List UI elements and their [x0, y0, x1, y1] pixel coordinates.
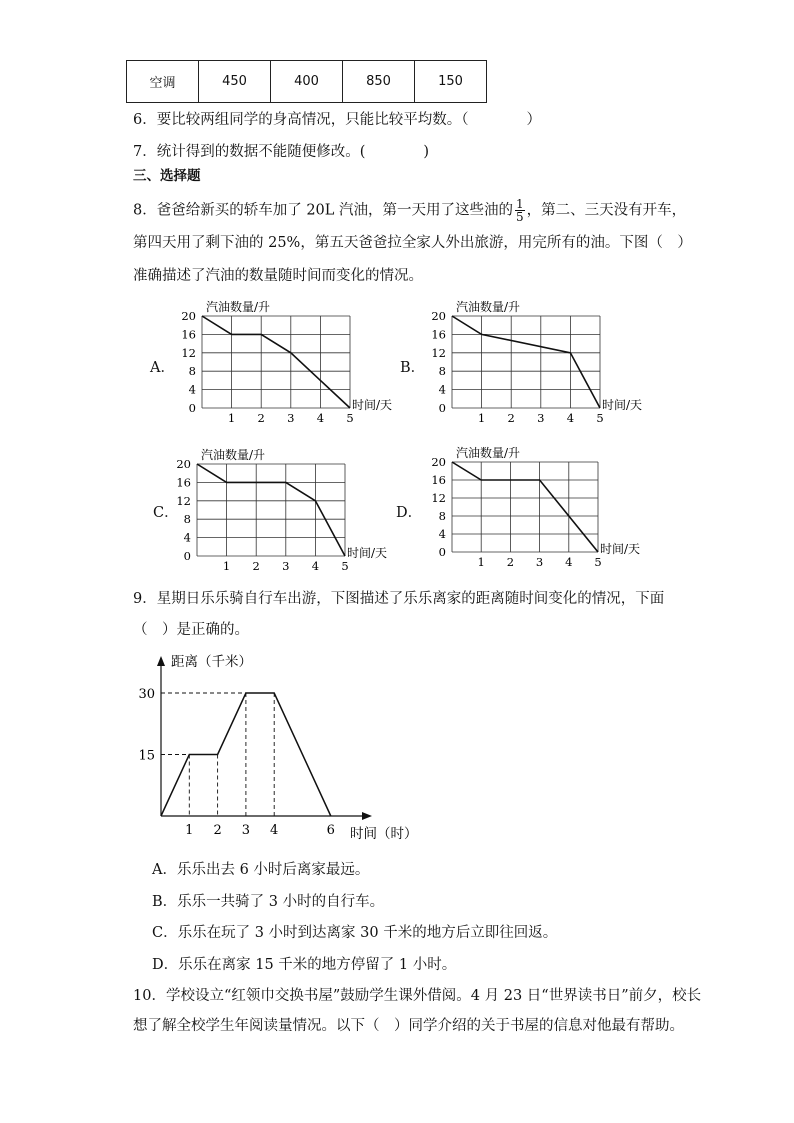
x-tick-label: 4: [311, 559, 320, 573]
y-tick-label: 8: [183, 512, 191, 527]
y-tick-label: 16: [176, 475, 191, 490]
y-tick-label: 20: [176, 457, 191, 471]
y-tick-label: 0: [188, 401, 196, 415]
x-tick-label: 3: [241, 823, 251, 838]
x-tick-label: 2: [506, 555, 515, 569]
x-tick-label: 1: [227, 411, 236, 425]
y-tick-label: 0: [438, 401, 446, 415]
y-tick-label: 12: [431, 345, 446, 360]
y-tick-label: 12: [176, 493, 191, 508]
x-axis-title: 时间/天: [600, 542, 641, 556]
question-8-text: 8．爸爸给新买的轿车加了 20L 汽油，第一天用了这些油的: [133, 202, 514, 219]
question-9-line1: 9．星期日乐乐骑自行车出游，下图描述了乐乐离家的距离随时间变化的情况，下面: [133, 591, 665, 607]
x-tick-label: 1: [477, 411, 486, 425]
y-tick-label: 4: [438, 527, 446, 541]
y-axis-arrow: [157, 656, 165, 666]
y-tick-label: 15: [138, 748, 155, 764]
x-tick-label: 5: [346, 411, 354, 425]
chart-option-d: D．: [396, 505, 423, 521]
y-tick-label: 20: [431, 455, 446, 469]
question-9-line2: （ ）是正确的。: [133, 622, 249, 638]
x-tick-label: 6: [326, 823, 335, 838]
y-tick-label: 20: [181, 309, 196, 323]
x-tick-label: 1: [222, 559, 231, 573]
x-axis-title: 时间/天: [602, 398, 643, 412]
x-tick-label: 1: [477, 555, 485, 569]
question-6: 6．要比较两组同学的身高情况，只能比较平均数。（ ）: [133, 112, 541, 128]
question-7: 7．统计得到的数据不能随便修改。( ): [133, 144, 430, 160]
y-axis-title: 距离（千米）: [171, 654, 252, 670]
section-heading: 三、选择题: [133, 168, 201, 184]
y-axis-title: 汽油数量/升: [456, 300, 521, 314]
x-tick-label: 4: [566, 411, 575, 425]
x-tick-label: 3: [282, 559, 290, 573]
y-axis-title: 汽油数量/升: [201, 448, 266, 462]
table-cell: 850: [343, 61, 415, 103]
x-tick-label: 4: [565, 555, 573, 569]
x-tick-label: 2: [213, 823, 222, 838]
x-axis-title: 时间/天: [347, 546, 388, 560]
option-d: D．乐乐在离家 15 千米的地方停留了 1 小时。: [152, 957, 457, 973]
x-tick-label: 2: [507, 411, 515, 425]
y-axis-title: 汽油数量/升: [206, 300, 271, 314]
question-10-line2: 想了解全校学生年阅读量情况。以下（ ）同学介绍的关于书屋的信息对他最有帮助。: [133, 1018, 684, 1034]
x-tick-label: 5: [341, 559, 349, 573]
x-tick-label: 2: [257, 411, 265, 425]
y-tick-label: 0: [438, 545, 446, 559]
x-tick-label: 3: [535, 555, 544, 569]
y-tick-label: 4: [183, 530, 191, 545]
y-tick-label: 4: [438, 382, 446, 397]
x-axis-title: 时间（时）: [350, 826, 418, 842]
option-a: A．乐乐出去 6 小时后离家最远。: [152, 862, 370, 878]
option-c: C．乐乐在玩了 3 小时到达离家 30 千米的地方后立即往回返。: [152, 925, 558, 941]
chart-option-c: C．: [153, 505, 179, 521]
fraction-denominator: 5: [516, 210, 524, 224]
option-b: B．乐乐一共骑了 3 小时的自行车。: [152, 894, 385, 910]
x-tick-label: 3: [287, 411, 295, 425]
table-cell: 150: [415, 61, 487, 103]
y-tick-label: 20: [431, 309, 446, 323]
x-tick-label: 2: [252, 559, 260, 573]
y-tick-label: 12: [431, 491, 446, 505]
question-8-text: ，第二、三天没有开车，: [526, 202, 687, 219]
table-cell: 450: [199, 61, 271, 103]
y-tick-label: 16: [431, 473, 446, 487]
question-10-line1: 10．学校设立“红领巾交换书屋”鼓励学生课外借阅。4 月 23 日“世界读书日”前夕，校长: [133, 988, 702, 1004]
x-tick-label: 4: [270, 823, 279, 838]
x-tick-label: 5: [596, 411, 604, 425]
y-tick-label: 4: [188, 382, 196, 397]
chart-option-a: A．: [150, 360, 175, 376]
x-tick-label: 1: [185, 823, 194, 838]
y-tick-label: 8: [438, 364, 446, 379]
y-tick-label: 16: [181, 327, 196, 342]
chart-option-b: B．: [400, 360, 426, 376]
y-tick-label: 8: [438, 509, 446, 523]
x-tick-label: 4: [316, 411, 325, 425]
distance-line: [161, 693, 331, 816]
y-tick-label: 0: [183, 549, 191, 563]
question-8-line3: 准确描述了汽油的数量随时间而变化的情况。: [133, 268, 423, 284]
y-tick-label: 12: [181, 345, 196, 360]
fraction-numerator: 1: [516, 197, 524, 211]
question-8-line2: 第四天用了剩下油的 25%，第五天爸爸拉全家人外出旅游，用完所有的油。下图（ ）: [133, 235, 692, 251]
x-tick-label: 3: [537, 411, 545, 425]
table-cell: 400: [271, 61, 343, 103]
x-tick-label: 5: [594, 555, 602, 569]
table-cell: 空调: [127, 61, 199, 103]
y-tick-label: 8: [188, 364, 196, 379]
x-axis-title: 时间/天: [352, 398, 393, 412]
x-axis-arrow: [362, 812, 372, 820]
y-tick-label: 30: [138, 687, 155, 702]
y-tick-label: 16: [431, 327, 446, 342]
y-axis-title: 汽油数量/升: [456, 446, 521, 460]
